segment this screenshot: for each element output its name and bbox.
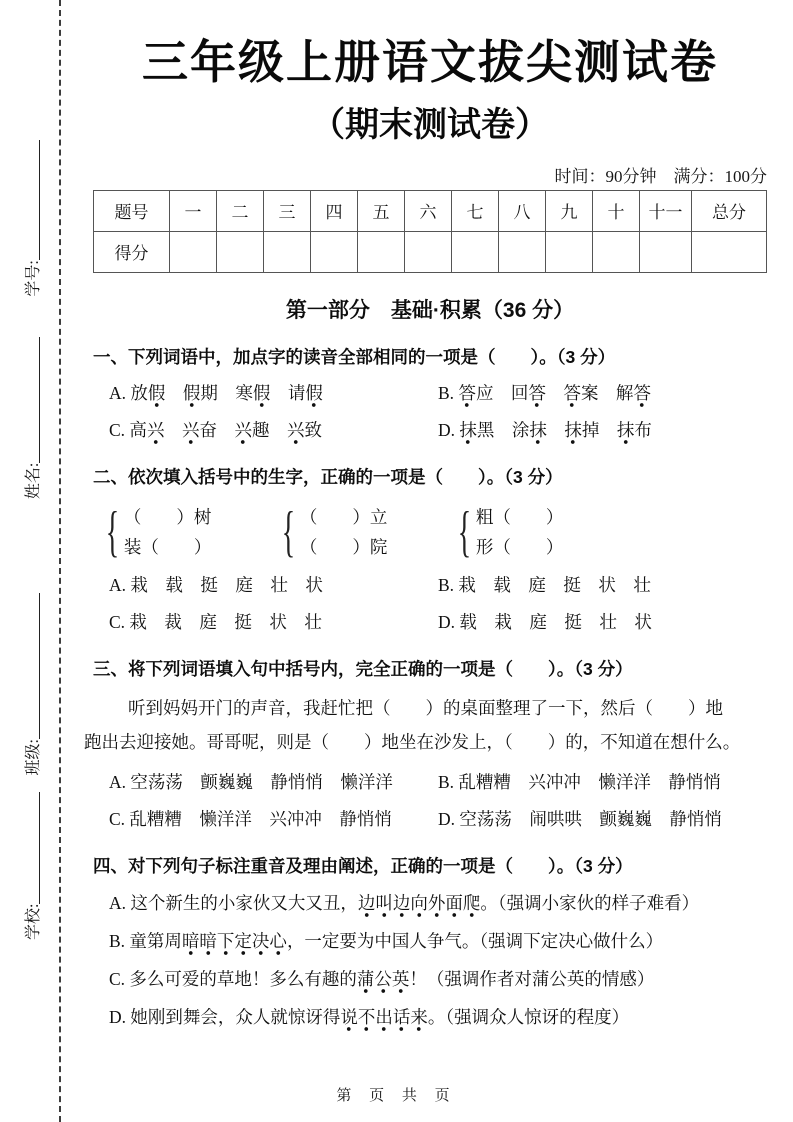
school-label: 学校: <box>24 903 42 940</box>
bracket-line: （ ）院 <box>299 536 388 557</box>
header-cell: 七 <box>452 190 499 231</box>
header-cell: 九 <box>546 190 593 231</box>
score-blank-cell <box>593 231 640 272</box>
number-label: 学号: <box>24 260 42 297</box>
emphasis-dotted-text: 说不出话来 <box>340 1007 428 1031</box>
question-2-bracket-groups <box>93 502 767 562</box>
left-brace-glyph: { <box>281 500 296 563</box>
question-4 <box>93 853 767 1031</box>
paper-title: 三年级上册语文拔尖测试卷 <box>142 36 718 88</box>
question-4-option-c: C. 多么可爱的草地！多么有趣的蒲公英！（强调作者对蒲公英的情感） <box>93 965 767 993</box>
question-3-options-row-2 <box>93 805 767 833</box>
emphasis-dotted-text: 答 <box>458 383 476 407</box>
question-3-option-a: A. 空荡荡 颤巍巍 静悄悄 懒洋洋 <box>109 771 393 792</box>
emphasis-dotted-text: 答 <box>633 383 651 407</box>
school-blank-line <box>22 792 40 904</box>
score-blank-cell <box>692 231 767 272</box>
emphasis-dotted-text: 抹 <box>564 420 582 444</box>
question-1 <box>93 344 767 444</box>
bracket-group-2 <box>275 502 451 562</box>
emphasis-dotted-text: 暗暗下定决心 <box>182 931 287 955</box>
score-blank-cell <box>405 231 452 272</box>
paper-content <box>84 0 767 1031</box>
question-1-options-row-2 <box>93 416 767 444</box>
class-blank-line <box>22 593 40 739</box>
emphasis-dotted-text: 答 <box>563 383 581 407</box>
question-2-option-a: A. 栽 载 挺 庭 壮 状 <box>109 574 323 595</box>
score-table <box>93 190 767 273</box>
bracket-group-3 <box>451 502 627 562</box>
header-cell: 一 <box>170 190 217 231</box>
score-blank-cell <box>217 231 264 272</box>
header-cell: 三 <box>264 190 311 231</box>
emphasis-dotted-text: 抹 <box>617 420 635 444</box>
emphasis-dotted-text: 蒲公英 <box>357 969 410 993</box>
header-cell: 总分 <box>692 190 767 231</box>
question-1-stem: 一、下列词语中，加点字的读音全部相同的一项是（ ）。（3 分） <box>93 346 616 367</box>
question-2-option-c: C. 栽 裁 庭 挺 状 壮 <box>109 611 322 632</box>
emphasis-dotted-text: 兴 <box>234 420 252 444</box>
header-cell: 五 <box>358 190 405 231</box>
bracket-line: 形（ ） <box>475 536 564 557</box>
bracket-group-3-lines <box>476 502 564 562</box>
emphasis-dotted-text: 假 <box>183 383 201 407</box>
question-1-option-d: D. 抹黑 涂抹 抹掉 抹布 <box>438 416 767 444</box>
score-table-header-row <box>94 190 767 231</box>
question-1-options-row-1 <box>93 379 767 407</box>
question-3-passage <box>84 691 767 759</box>
question-2-stem: 二、依次填入括号中的生字，正确的一项是（ ）。（3 分） <box>93 466 563 487</box>
paper-subtitle: （期末测试卷） <box>311 105 549 144</box>
score-blank-cell <box>640 231 692 272</box>
emphasis-dotted-text: 答 <box>528 383 546 407</box>
question-3-option-d: D. 空荡荡 闹哄哄 颤巍巍 静悄悄 <box>438 808 722 829</box>
header-cell: 二 <box>217 190 264 231</box>
emphasis-dotted-text: 兴 <box>287 420 305 444</box>
question-2-options-row-1 <box>93 571 767 599</box>
emphasis-dotted-text: 假 <box>148 383 166 407</box>
emphasis-dotted-text: 兴 <box>147 420 165 444</box>
question-2-option-d: D. 载 栽 庭 挺 壮 状 <box>438 611 652 632</box>
header-cell: 十 <box>593 190 640 231</box>
emphasis-dotted-text: 边叫边向外面爬 <box>358 893 481 917</box>
emphasis-dotted-text: 抹 <box>529 420 547 444</box>
bracket-group-1 <box>99 502 275 562</box>
question-2-options-row-2 <box>93 608 767 636</box>
bracket-line: 装（ ） <box>123 536 212 557</box>
question-1-option-b: B. 答应 回答 答案 解答 <box>438 379 767 407</box>
header-cell: 四 <box>311 190 358 231</box>
score-blank-cell <box>311 231 358 272</box>
question-3-stem: 三、将下列词语填入句中括号内，完全正确的一项是（ ）。（3 分） <box>93 658 633 679</box>
header-cell: 八 <box>499 190 546 231</box>
bracket-line: （ ）立 <box>299 506 388 527</box>
left-brace-glyph: { <box>457 500 472 563</box>
score-blank-cell <box>264 231 311 272</box>
name-blank-line <box>22 337 40 463</box>
left-brace-glyph: { <box>105 500 120 563</box>
question-4-stem: 四、对下列句子标注重音及理由阐述，正确的一项是（ ）。（3 分） <box>93 855 633 876</box>
question-1-option-a: A. 放假 假期 寒假 请假 <box>109 379 438 407</box>
emphasis-dotted-text: 假 <box>305 383 323 407</box>
bracket-line: 粗（ ） <box>475 506 564 527</box>
page-number-footer: 第 页 共 页 <box>336 1088 457 1104</box>
score-blank-cell <box>452 231 499 272</box>
section-title: 第一部分 基础·积累（36 分） <box>285 298 575 322</box>
question-3-options-row-1 <box>93 768 767 796</box>
passage-line-1: 听到妈妈开门的声音，我赶忙把（ ）的桌面整理了一下，然后（ ）地 <box>128 697 723 718</box>
question-3-option-c: C. 乱糟糟 懒洋洋 兴冲冲 静悄悄 <box>109 808 392 829</box>
student-info-sidebar <box>8 0 54 1122</box>
question-2 <box>93 464 767 636</box>
question-3 <box>84 656 767 833</box>
score-table-score-row <box>94 231 767 272</box>
score-blank-cell <box>358 231 405 272</box>
bracket-line: （ ）树 <box>123 506 212 527</box>
passage-line-2: 跑出去迎接她。哥哥呢，则是（ ）地坐在沙发上，（ ）的，不知道在想什么。 <box>84 731 741 752</box>
score-blank-cell <box>546 231 593 272</box>
number-blank-line <box>22 140 40 260</box>
emphasis-dotted-text: 抹 <box>459 420 477 444</box>
question-2-option-b: B. 栽 载 庭 挺 状 壮 <box>438 574 651 595</box>
header-cell: 六 <box>405 190 452 231</box>
header-cell: 题号 <box>94 190 170 231</box>
question-3-option-b: B. 乱糟糟 兴冲冲 懒洋洋 静悄悄 <box>438 771 721 792</box>
fold-dashed-line <box>59 0 61 1122</box>
bracket-group-2-lines <box>300 502 388 562</box>
emphasis-dotted-text: 兴 <box>182 420 200 444</box>
question-1-option-c: C. 高兴 兴奋 兴趣 兴致 <box>109 416 438 444</box>
bracket-group-1-lines <box>124 502 212 562</box>
score-blank-cell <box>499 231 546 272</box>
name-label: 姓名: <box>24 462 42 500</box>
class-label: 班级: <box>24 739 42 776</box>
time-and-score-meta: 时间：90分钟 满分：100分 <box>554 166 767 186</box>
header-cell: 十一 <box>640 190 692 231</box>
emphasis-dotted-text: 假 <box>253 383 271 407</box>
question-4-option-d: D. 她刚到舞会，众人就惊讶得说不出话来。（强调众人惊讶的程度） <box>93 1003 767 1031</box>
score-blank-cell <box>170 231 217 272</box>
question-4-option-a: A. 这个新生的小家伙又大又丑，边叫边向外面爬。（强调小家伙的样子难看） <box>93 889 767 917</box>
question-4-option-b: B. 童第周暗暗下定决心，一定要为中国人争气。（强调下定决心做什么） <box>93 927 767 955</box>
score-row-label: 得分 <box>94 231 170 272</box>
